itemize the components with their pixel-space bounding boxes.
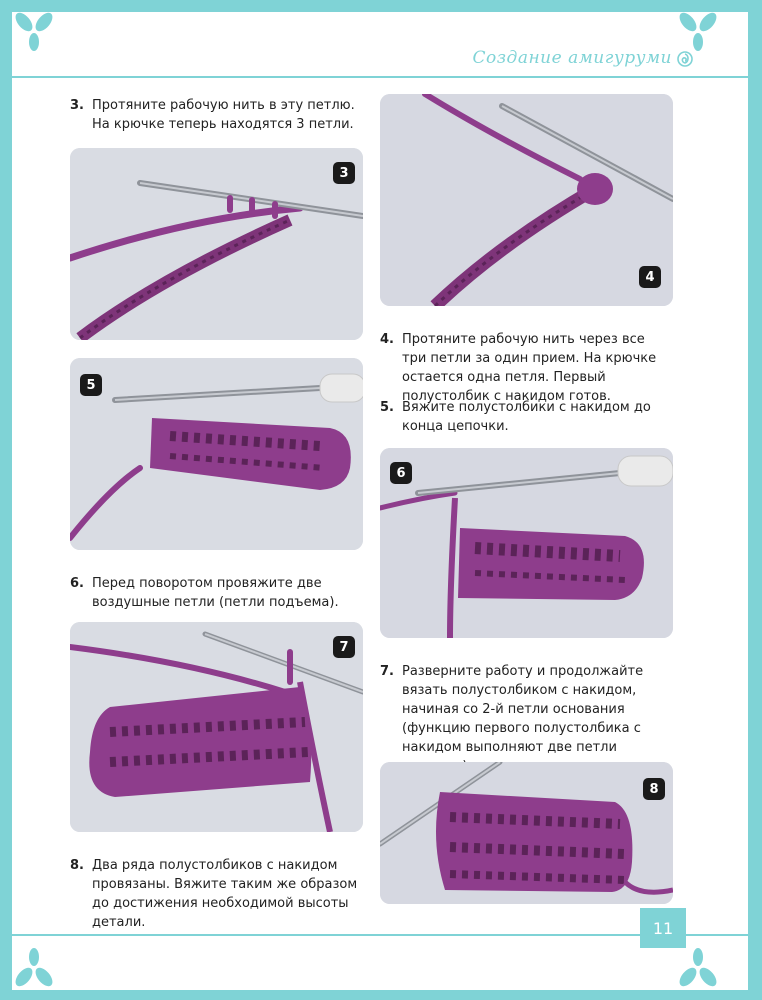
- step-text: Протяните рабочую нить через все три петли за один прием. На крючке остается одна петля. Первый полустолбик с накидом готов.: [402, 332, 657, 404]
- step-5: [380, 398, 670, 436]
- step-text: Разверните работу и продолжайте вязать полустолбиком с накидом, начиная со 2-й петли основания (функцию первого полустолбика с накидом выполняют две петли: [402, 664, 644, 755]
- step-number: 7.: [380, 664, 394, 679]
- page-number: 11: [640, 908, 686, 948]
- photo-step-6: [380, 448, 673, 638]
- frame-left: [0, 0, 12, 1000]
- step-number: 6.: [70, 576, 84, 591]
- photo-step-8: [380, 762, 673, 904]
- step-6: [70, 574, 360, 612]
- step-number: 4.: [380, 332, 394, 347]
- step-badge: 3: [333, 162, 355, 184]
- photo-step-4: [380, 94, 673, 306]
- photo-step-7: [70, 622, 363, 832]
- step-badge: 7: [333, 636, 355, 658]
- step-3: [70, 96, 360, 134]
- step-badge: 4: [639, 266, 661, 288]
- step-badge: 6: [390, 462, 412, 484]
- step-text: Протяните рабочую нить в эту петлю. На крючке теперь находятся 3 петли.: [92, 98, 355, 132]
- footer-rule: [12, 934, 748, 936]
- leaf-ornament-icon: [10, 935, 62, 995]
- step-number: 3.: [70, 98, 84, 113]
- step-text: Вяжите полустолбики с накидом до конца цепочки.: [402, 400, 651, 434]
- photo-step-3: [70, 148, 363, 340]
- photo-step-5: [70, 358, 363, 550]
- rose-icon: [676, 50, 694, 68]
- step-number: 5.: [380, 400, 394, 415]
- frame-right: [748, 0, 762, 1000]
- step-badge: 5: [80, 374, 102, 396]
- section-title: Создание амигуруми: [472, 48, 672, 68]
- step-text: Перед поворотом провяжите две воздушные петли (петли подъема).: [92, 576, 339, 610]
- step-number: 8.: [70, 858, 84, 873]
- step-badge: 8: [643, 778, 665, 800]
- header-rule: [12, 76, 748, 78]
- step-text: Два ряда полустолбиков с накидом провязаны. Вяжите таким же образом до достижения необходимой высоты детали.: [92, 858, 358, 930]
- step-4: [380, 330, 670, 406]
- frame-bottom: [0, 990, 762, 1000]
- leaf-ornament-icon: [10, 8, 62, 68]
- frame-top: [0, 0, 762, 12]
- step-8: [70, 856, 360, 932]
- step-7: [380, 662, 670, 776]
